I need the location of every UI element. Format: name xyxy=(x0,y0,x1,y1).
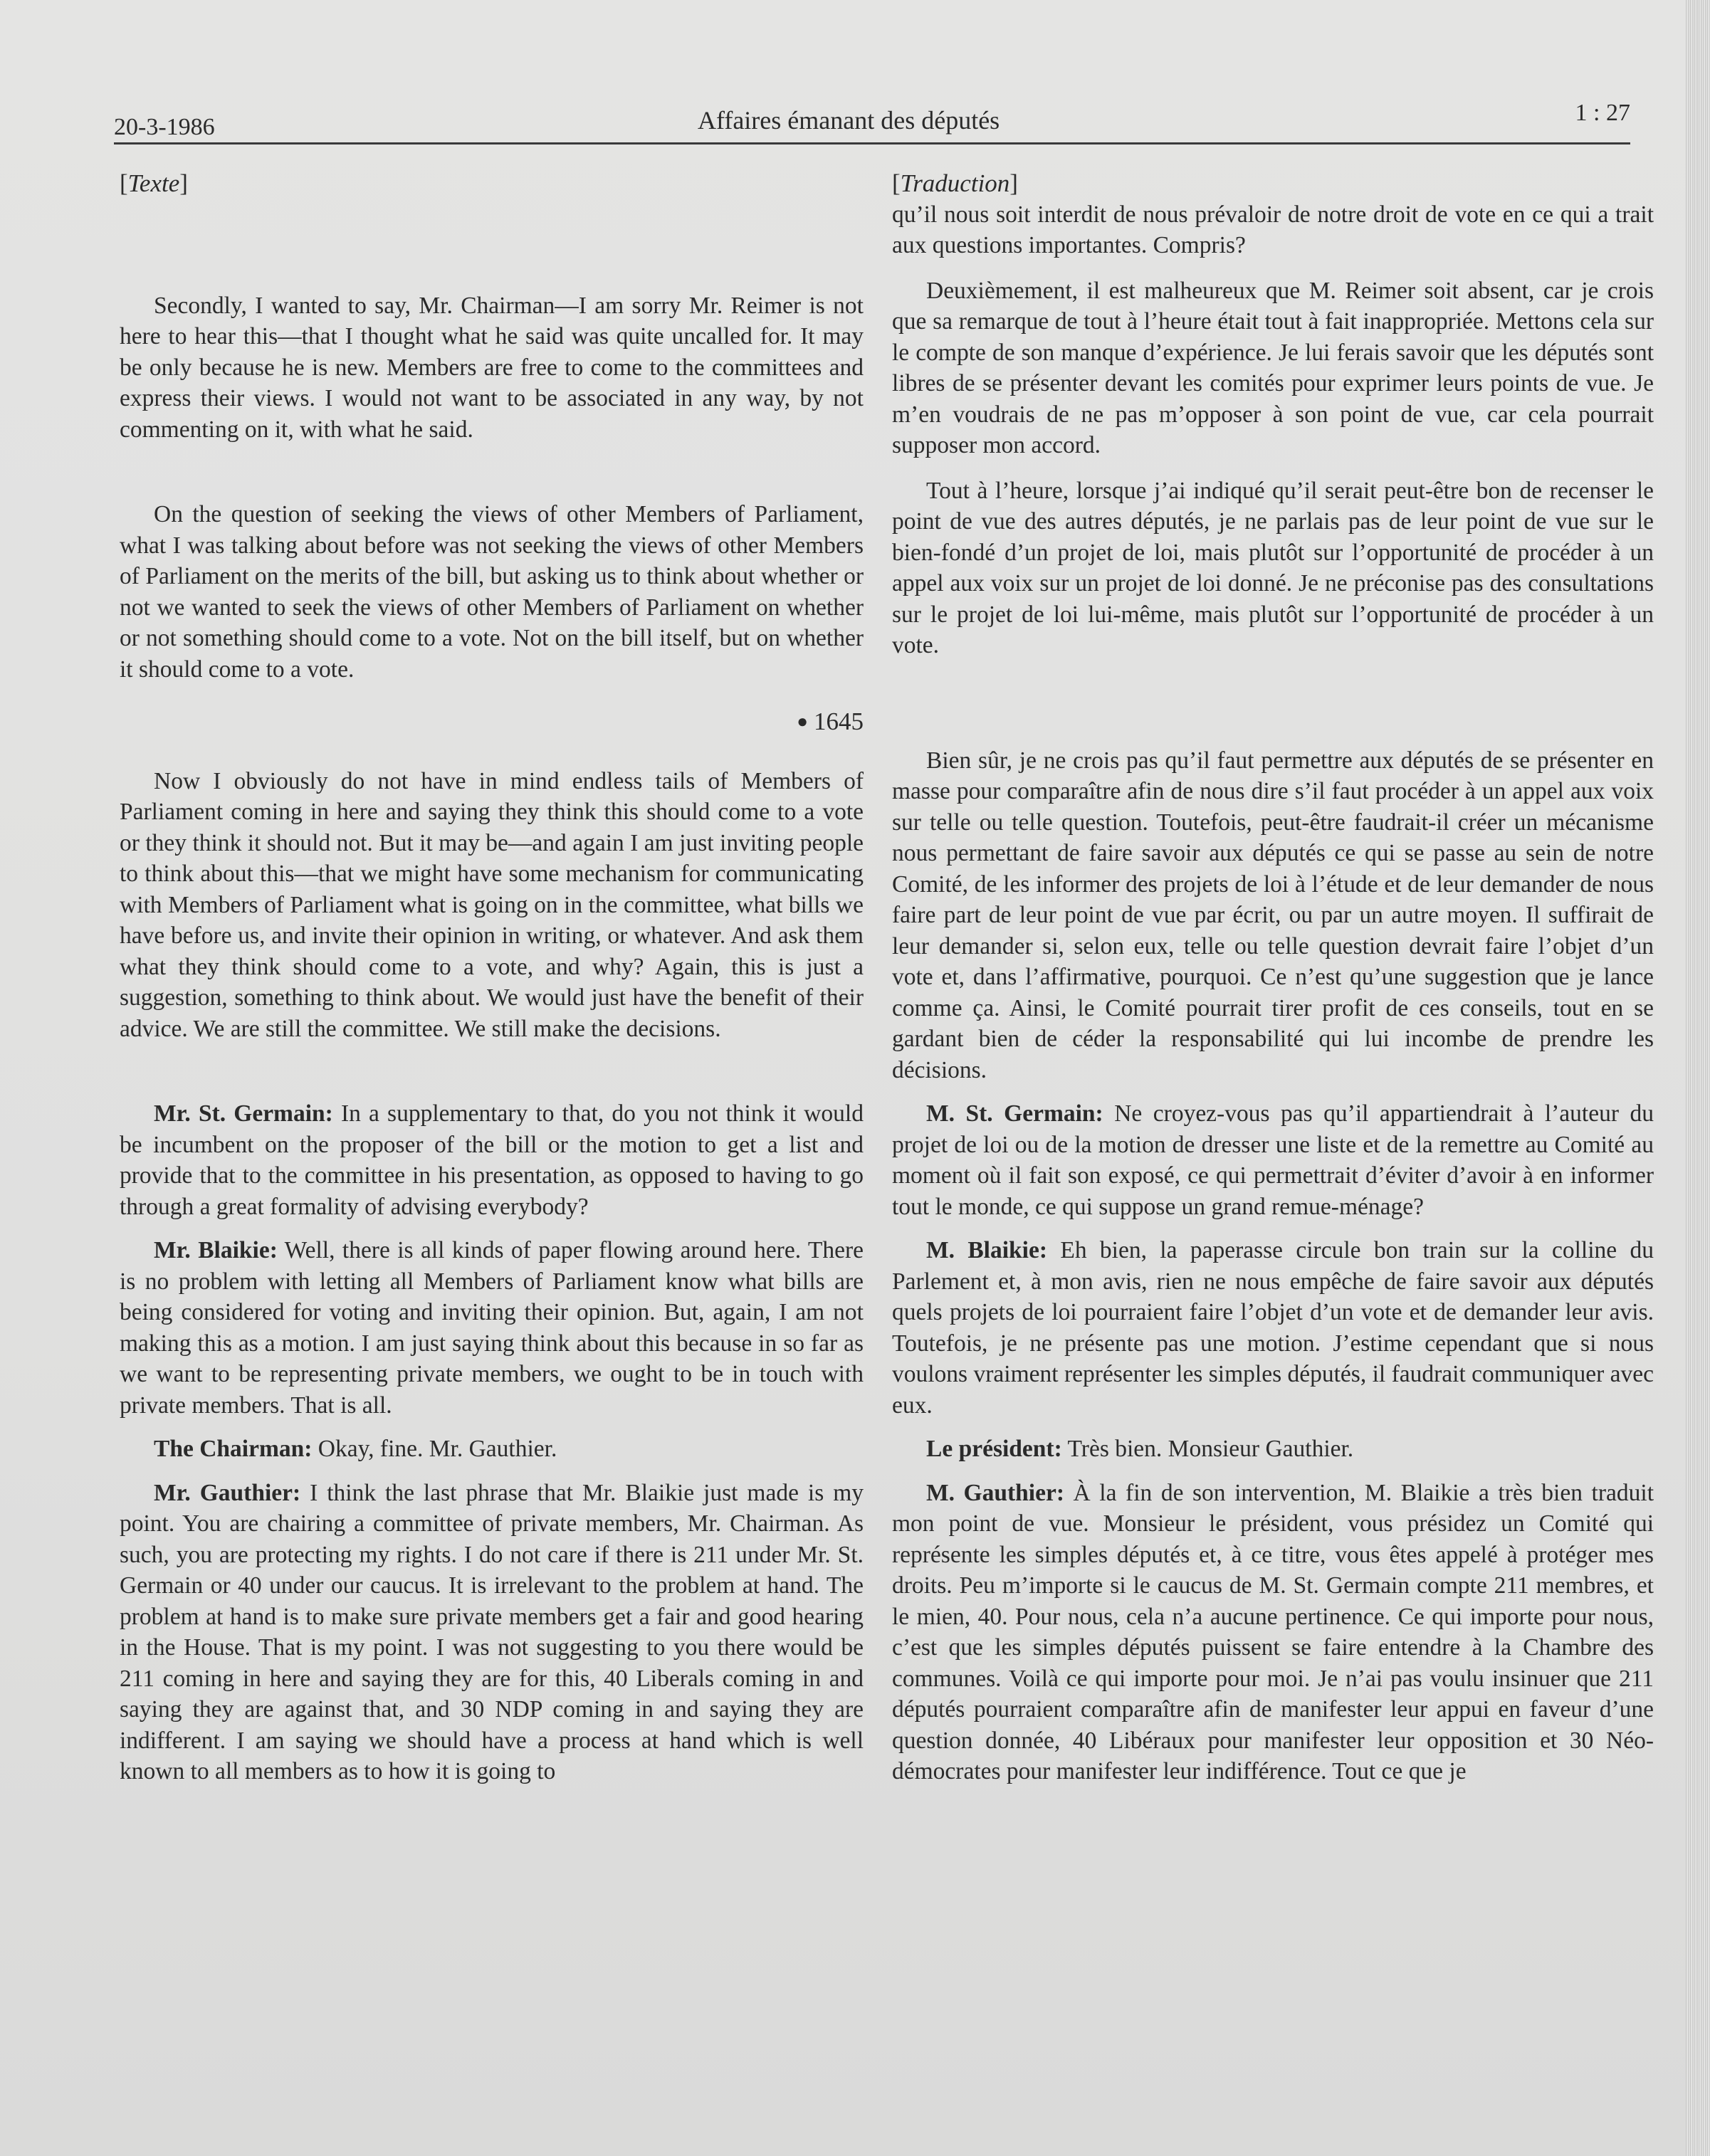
speech-blaikie: M. Blaikie: Eh bien, la paperasse circule bon train sur la colline du Parlement et, à mon avis, rien ne nous empêche de faire savoir aux députés quels projets de loi pourraient faire l’objet d’un vote et de demander leur avis. Toutefois, je ne présente pas une motion. J’estime cependant que si nous voulons vraiment représenter les simples députés, il faudrait communiquer avec eux. xyxy=(892,1237,1654,1419)
speech-gauthier: M. Gauthier: À la fin de son intervention, M. Blaikie a très bien traduit mon point de vue. Monsieur le président, vous présidez un Comité qui représente les simples députés et, à ce titre, vous êtes appelé à protéger mes droits. Peu m’importe si le caucus de M. St. Germain compte 211 membres, et le mien, 40. Pour nous, cela n’a aucune pertinence. Ce qui importe pour nous, c’est que les simples députés puissent se faire entendre à la Chambre des communes. Voilà ce qui importe pour moi. Je n’ai pas voulu insinuer que 211 députés pourraient comparaître afin de manifester leur appui en faveur d’une question donnée, 40 Libéraux pour manifester leur opposition et 30 Néo-démocrates pour manifester leur indifférence. Tout ce que je xyxy=(892,1479,1654,1784)
speech-st-germain: M. St. Germain: Ne croyez-vous pas qu’il appartiendrait à l’auteur du projet de loi ou de la motion de dresser une liste et de la remettre au Comité au moment où il fait son exposé, ce qui permettrait d’éviter d’avoir à en informer tout le monde, ce qui suppose un grand remue-ménage? xyxy=(892,1100,1654,1220)
speaker-name: M. Gauthier: xyxy=(926,1479,1064,1506)
english-column xyxy=(120,168,864,1787)
paragraph: Bien sûr, je ne crois pas qu’il faut permettre aux députés de se présenter en masse pour comparaître afin de nous dire s’il faut procéder à un appel aux voix sur telle ou telle question. Toutefois, peut-être faudrait-il créer un mécanisme nous permettant de faire savoir aux députés ce qui se passe au sein de notre Comité, de les informer des projets de loi à l’étude et de leur demander de nous faire part de leur point de vue par écrit, ou par un autre moyen. Il suffirait de leur demander si, selon eux, telle ou telle question devrait faire l’objet d’un vote et, dans l’affirmative, pourquoi. Ce n’est qu’une suggestion que je lance comme ça. Ainsi, le Comité pourrait tirer profit de ces conseils, tout en se gardant bien de céder la responsabilité qui lui incombe de prendre les décisions. xyxy=(892,747,1654,1083)
paragraph: Tout à l’heure, lorsque j’ai indiqué qu’il serait peut-être bon de recenser le point de vue des autres députés, je ne parlais pas de leur point de vue sur le bien-fondé d’un projet de loi, mais plutôt sur l’opportunité de procéder à un appel aux voix sur un projet de loi donné. Je ne préconise pas des consultations sur le projet de loi lui-même, mais plutôt sur l’opportunité de procéder à un vote. xyxy=(892,477,1654,658)
bullet-icon: ● xyxy=(797,711,808,732)
french-column xyxy=(892,168,1654,1787)
speaker-name: The Chairman: xyxy=(154,1436,313,1462)
speaker-name: M. St. Germain: xyxy=(926,1100,1103,1127)
time-marker: ● 1645 xyxy=(797,708,864,735)
speaker-name: Mr. Gauthier: xyxy=(154,1479,301,1506)
page-header xyxy=(114,100,1630,144)
speech-chairman: Le président: Très bien. Monsieur Gauthier. xyxy=(926,1436,1354,1462)
header-title: Affaires émanant des députés xyxy=(698,106,1000,135)
page-stack-edge xyxy=(1686,0,1710,2156)
speaker-name: M. Blaikie: xyxy=(926,1237,1048,1263)
speaker-name: Le président: xyxy=(926,1436,1062,1462)
speech-chairman: The Chairman: Okay, fine. Mr. Gauthier. xyxy=(154,1436,557,1462)
header-date: 20-3-1986 xyxy=(114,114,215,140)
speech-blaikie: Mr. Blaikie: Well, there is all kinds of paper flowing around here. There is no problem with letting all Members of Parliament know what bills are being considered for voting and inviting their opinion. But, again, I am not making this as a motion. I am just saying think about this because in so far as we want to be representing private members, we ought to be in touch with private members. That is all. xyxy=(120,1237,864,1419)
speech-st-germain: Mr. St. Germain: In a supplementary to that, do you not think it would be incumbent on the proposer of the bill or the motion to get a list and provide that to the committee in his presentation, as opposed to having to go through a great formality of advising everybody? xyxy=(120,1100,864,1220)
speaker-name: Mr. St. Germain: xyxy=(154,1100,333,1127)
text-tag: [Texte] xyxy=(120,169,188,197)
paragraph: qu’il nous soit interdit de nous prévaloir de notre droit de vote en ce qui a trait aux questions importantes. Compris? xyxy=(892,201,1654,258)
paragraph: Now I obviously do not have in mind endless tails of Members of Parliament coming in here and saying they think this should come to a vote or they think it should not. But it may be—and again I am just inviting people to think about this—that we might have some mechanism for communicating with Members of Parliament what is going on in the committee, what bills we have before us, and invite their opinion in writing, or whatever. And ask them what they think should come to a vote, and why? Again, this is just a suggestion, something to think about. We would just have the benefit of their advice. We are still the committee. We still make the decisions. xyxy=(120,767,864,1042)
speech-gauthier: Mr. Gauthier: I think the last phrase that Mr. Blaikie just made is my point. You are chairing a committee of private members, Mr. Chairman. As such, you are protecting my rights. I do not care if there is 211 under Mr. St. Germain or 40 under our caucus. It is irrelevant to the problem at hand. The problem at hand is to make sure private members get a fair and good hearing in the House. That is my point. I was not suggesting to you there would be 211 coming in here and saying they are for this, 40 Liberals coming in and saying they are against that, and 30 NDP coming in and saying they are indifferent. I am saying we should have a process at hand which is well known to all members as to how it is going to xyxy=(120,1479,864,1784)
speaker-name: Mr. Blaikie: xyxy=(154,1237,278,1263)
paragraph: Secondly, I wanted to say, Mr. Chairman—I am sorry Mr. Reimer is not here to hear this—that I thought what he said was quite uncalled for. It may be only because he is new. Members are free to come to the committees and express their views. I would not want to be associated in any way, by not commenting on it, with what he said. xyxy=(120,292,864,443)
paragraph: Deuxièmement, il est malheureux que M. Reimer soit absent, car je crois que sa remarque de tout à l’heure était tout à fait inappropriée. Mettons cela sur le compte de son manque d’expérience. Je lui ferais savoir que les députés sont libres de se présenter devant les comités pour exprimer leurs points de vue. Je m’en voudrais de ne pas m’opposer à son point de vue, car cela pourrait supposer mon accord. xyxy=(892,277,1654,458)
paragraph: On the question of seeking the views of other Members of Parliament, what I was talking about before was not seeking the views of other Members of Parliament on the merits of the bill, but asking us to think about whether or not we wanted to seek the views of other Members of Parliament on whether or not something should come to a vote. Not on the bill itself, but on whether it should come to a vote. xyxy=(120,501,864,683)
translation-tag: [Traduction] xyxy=(892,169,1018,197)
header-page-number: 1 : 27 xyxy=(1575,100,1630,126)
